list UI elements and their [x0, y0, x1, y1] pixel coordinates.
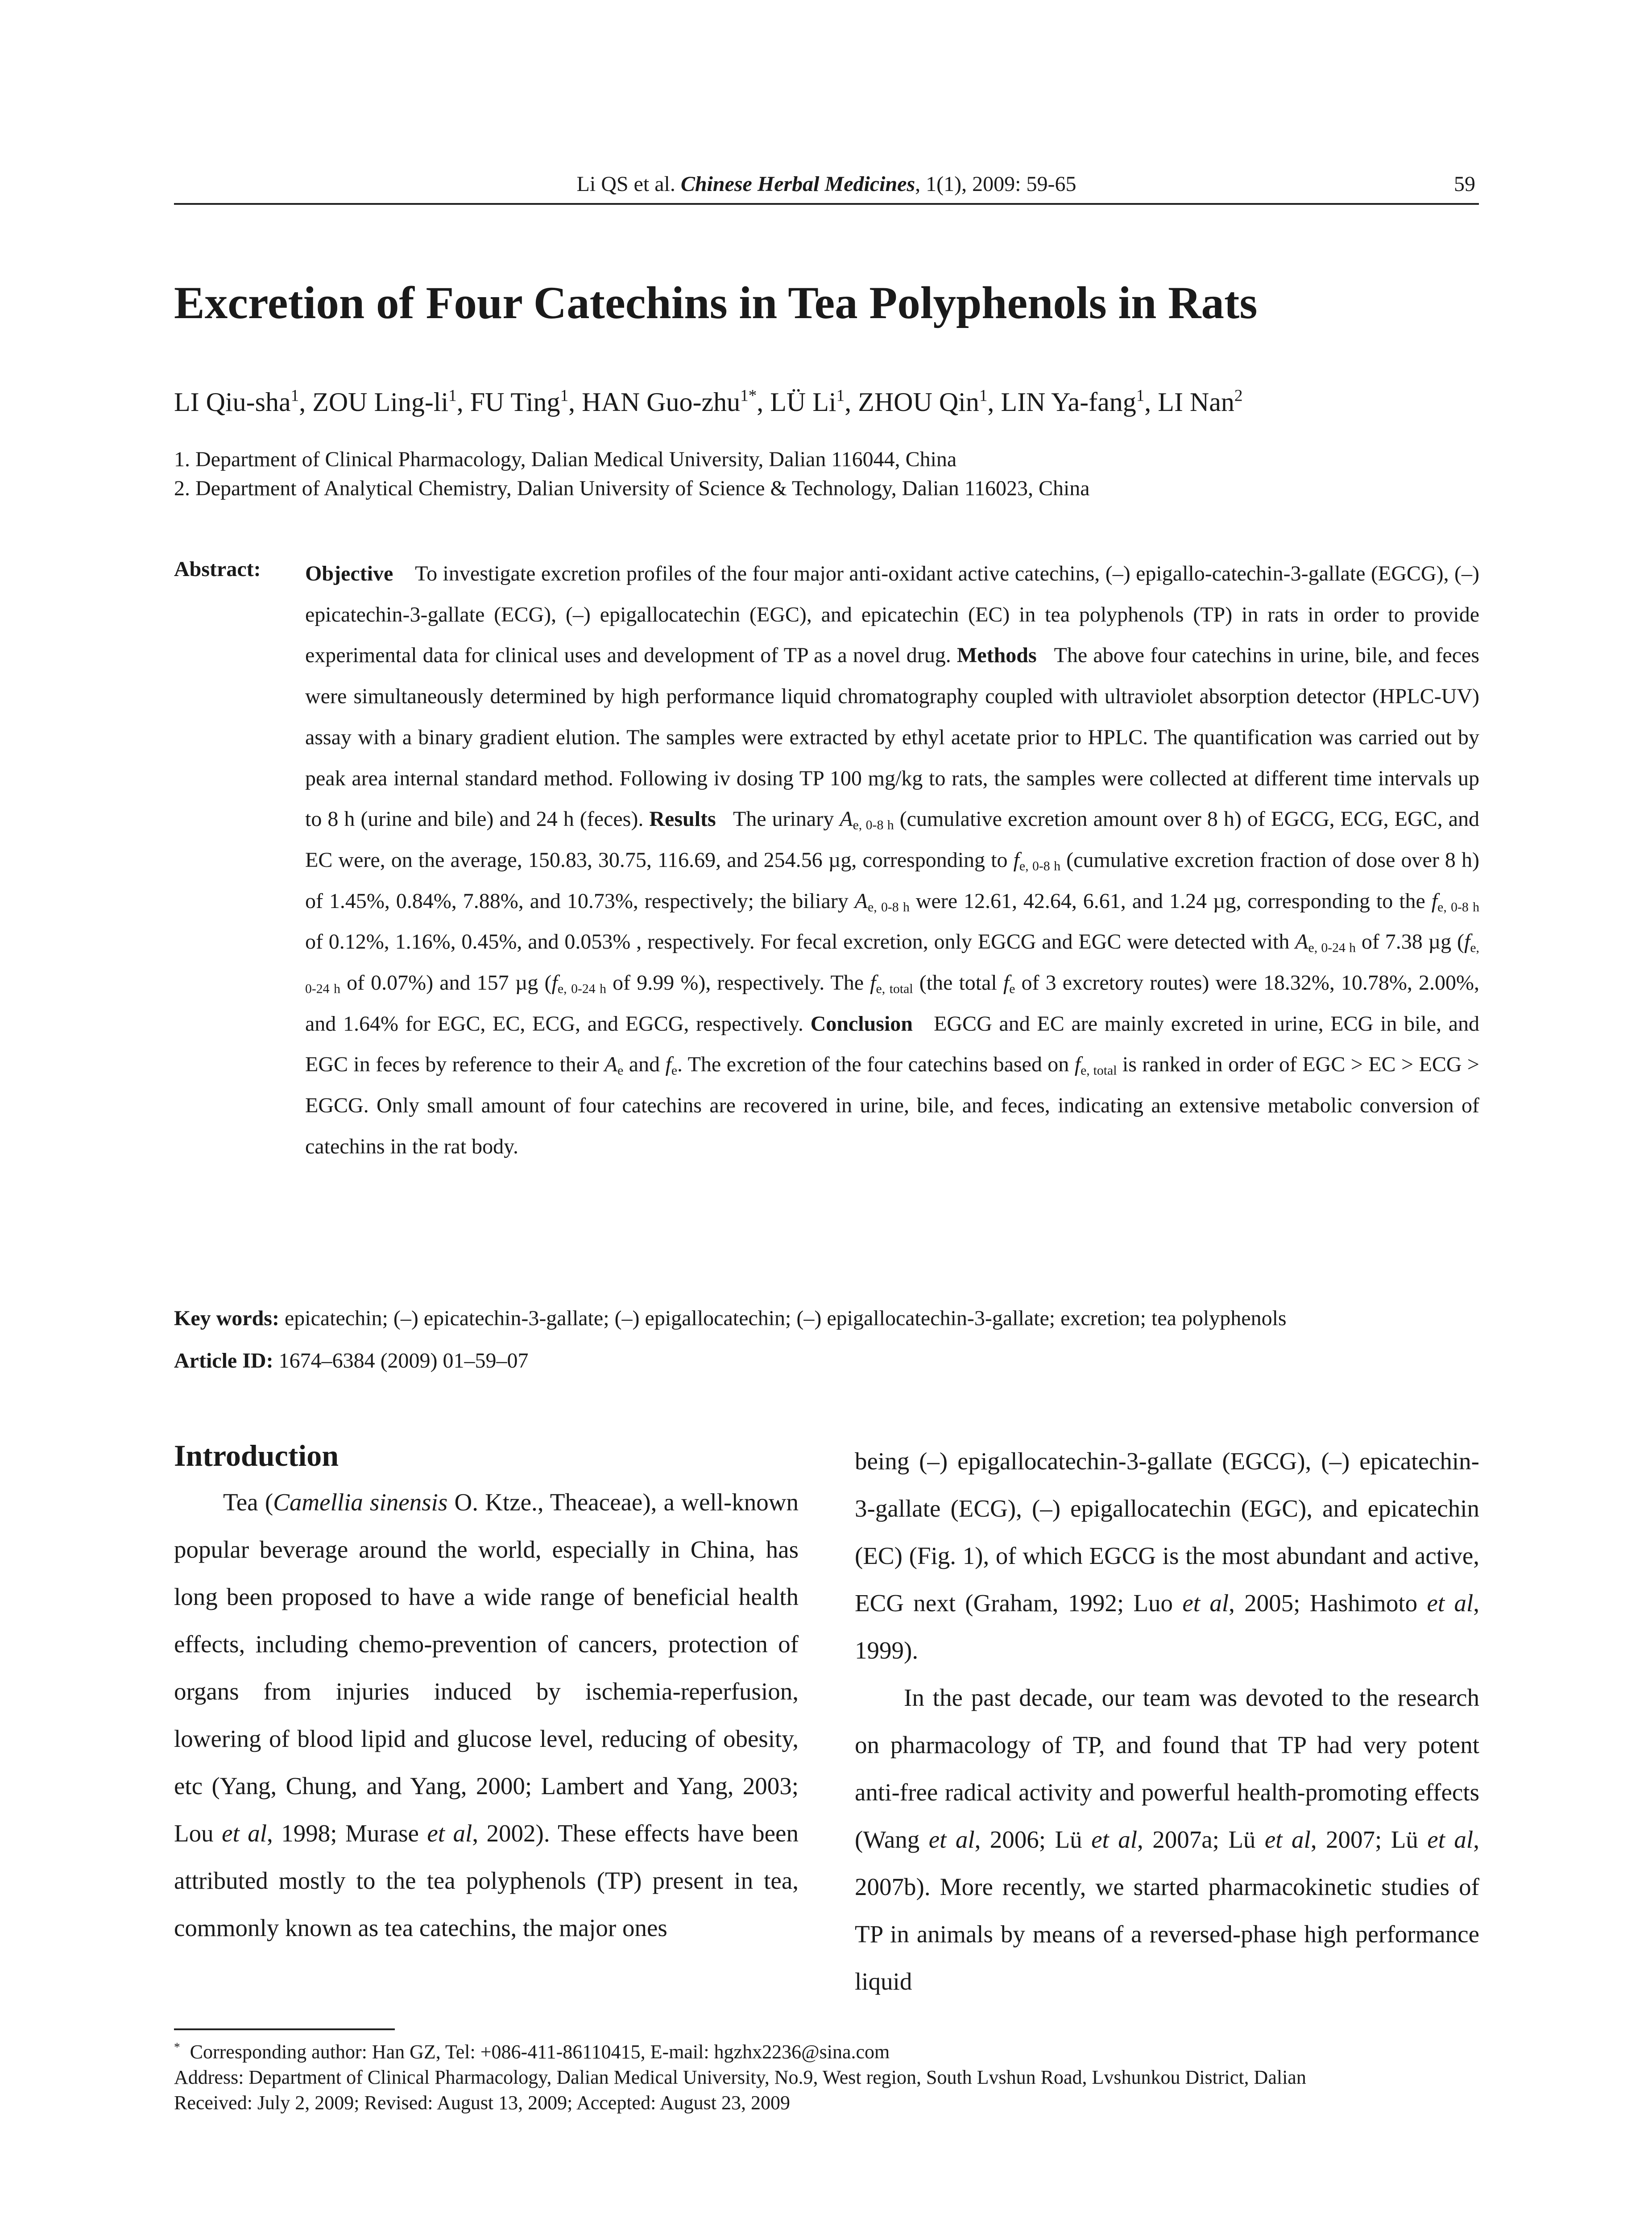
methods-text: The above four catechins in urine, bile, and feces were simultaneously determined by high performance liquid chromatography coupled with ultraviolet absorption detector (HPLC-UV) assay with a binary gradient elution. The samples were extracted by ethyl acetate prior to HPLC. The quantification was carried out by peak area internal standard method. Following iv dosing TP 100 mg/kg to rats, the samples were collected at different time intervals up to 8 h (urine and bile) and 24 h (feces).: [305, 643, 1480, 831]
author: HAN Guo-zhu$^{1*}$,: [582, 386, 770, 417]
journal-name: Chinese Herbal Medicines: [680, 172, 915, 196]
running-head-authors: Li QS et al.: [576, 172, 681, 196]
author: ZHOU Qin$^1$,: [858, 386, 1001, 417]
keywords-label: Key words:: [174, 1306, 279, 1330]
footnote-address: Address: Department of Clinical Pharmacology, Dalian Medical University, No.9, West region, South Lvshun Road, Lvshunkou District, Dalian: [174, 2066, 1306, 2088]
results-text: The urinary $A_{e, 0-8 h}$ (cumulative excretion amount over 8 h) of EGCG, ECG, EGC, and EC were, on the average, 150.83, 30.75, 116.69, and 254.56 µg, corresponding to $f_{e, 0-8 h}$ (cumulative excretion fraction of dose over 8 h) of 1.45%, 0.84%, 7.88%, and 10.73%, respectively; the biliary $A_{e, 0-8 h}$ were 12.61, 42.64, 6.61, and 1.24 µg, corresponding to the $f_{e, 0-8 h}$ of 0.12%, 1.16%, 0.45%, and 0.053% , respectively. For fecal excretion, only EGCG and EGC were detected with $A_{e, 0-24 h}$ of 7.38 µg ($f_{e, 0-24 h}$ of 0.07%) and 157 µg ($f_{e, 0-24 h}$ of 9.99 %), respectively. The $f_{e, total}$ (the total $f_e$ of 3 excretory routes) were 18.32%, 10.78%, 2.00%, and 1.64% for EGC, EC, ECG, and EGCG, respectively.: [305, 807, 1480, 1036]
article-id: [174, 1348, 529, 1373]
author-list: [174, 387, 1242, 418]
article-title: Excretion of Four Catechins in Tea Polyphenols in Rats: [174, 278, 1258, 328]
abstract-label: Abstract:: [174, 557, 261, 581]
footnote-corresponding-author: * Corresponding author: Han GZ, Tel: +086-411-86110415, E-mail: hgzhx2236@sina.com: [174, 2040, 890, 2063]
paragraph-continued: being (–) epigallocatechin-3-gallate (EGCG), (–) epicatechin- 3-gallate (ECG), (–) epigallocatechin (EGC), and epicatechin (EC) (Fig. 1), of which EGCG is the most abundant and active, ECG next (Graham, 1992; Luo et al, 2005; Hashimoto et al, 1999).: [855, 1447, 1479, 1664]
affiliation-1: 1. Department of Clinical Pharmacology, Dalian Medical University, Dalian 116044, China: [174, 448, 957, 471]
author: LÜ Li$^1$,: [770, 386, 858, 417]
page-number: 59: [1454, 172, 1475, 196]
author: ZOU Ling-$li^1$,: [312, 386, 470, 417]
objective-text: To investigate excretion profiles of the four major anti-oxidant active catechins, (–) epigallo-catechin-3-gallate (EGCG), (–) epicatechin-3-gallate (ECG), (–) epigallocatechin (EGC), and epicatechin (EC) in tea polyphenols (TP) in rats in order to provide experimental data for clinical uses and development of TP as a novel drug.: [305, 562, 1479, 668]
body-column-right: [855, 1438, 1479, 2005]
author: LI Nan$^2$: [1158, 386, 1243, 417]
footnote-divider: [174, 2028, 395, 2030]
author: LIN Ya-fang$^1$,: [1001, 386, 1158, 417]
methods-label: Methods: [956, 643, 1037, 668]
page-header: [174, 172, 1479, 205]
running-head: [174, 172, 1479, 196]
objective-label: Objective: [305, 562, 393, 585]
abstract-body: [305, 553, 1479, 1167]
conclusion-label: Conclusion: [810, 1012, 913, 1036]
footnote-dates: Received: July 2, 2009; Revised: August 13, 2009; Accepted: August 23, 2009: [174, 2092, 790, 2114]
article-id-value: 1674–6384 (2009) 01–59–07: [278, 1349, 529, 1373]
body-column-left: [174, 1438, 799, 1952]
keywords-text: epicatechin; (–) epicatechin-3-gallate; (–) epigallocatechin; (–) epigallocatechin-3-gallate; excretion; tea polyphenols: [284, 1306, 1287, 1330]
author: LI Qiu-sha$^1$,: [174, 386, 313, 417]
running-head-citation: , 1(1), 2009: 59-65: [915, 172, 1076, 196]
results-label: Results: [649, 807, 716, 831]
affiliation-2: 2. Department of Analytical Chemistry, Dalian University of Science & Technology, Dalian 116023, China: [174, 477, 1090, 500]
conclusion-text: EGCG and EC are mainly excreted in urine, ECG in bile, and EGC in feces by reference to their $A_e$ and $f_e$. The excretion of the four catechins based on $f_{e, total}$ is ranked in order of EGC > EC > ECG > EGCG. Only small amount of four catechins are recovered in urine, bile, and feces, indicating an extensive metabolic conversion of catechins in the rat body.: [305, 1012, 1480, 1158]
paragraph: In the past decade, our team was devoted to the research on pharmacology of TP, and found that TP had very potent anti-free radical activity and powerful health-promoting effects (Wang et al, 2006; Lü et al, 2007a; Lü et al, 2007; Lü et al, 2007b). More recently, we started pharmacokinetic studies of TP in animals by means of a reversed-phase high performance liquid: [855, 1684, 1479, 1995]
keywords: [174, 1306, 1287, 1331]
footnotes: [174, 2039, 1306, 2115]
section-heading-introduction: Introduction: [174, 1439, 339, 1472]
article-id-label: Article ID:: [174, 1349, 273, 1373]
paragraph: Tea (Camellia sinensis O. Ktze., Theaceae), a well-known popular beverage around the world, especially in China, has long been proposed to have a wide range of beneficial health effects, including chemo-prevention of cancers, protection of organs from injuries induced by ischemia-reperfusion, lowering of blood lipid and glucose level, reducing of obesity, etc (Yang, Chung, and Yang, 2000; Lambert and Yang, 2003; Lou et al, 1998; Murase et al, 2002). These effects have been attributed mostly to the tea polyphenols (TP) present in tea, commonly known as tea catechins, the major ones: [174, 1489, 799, 1941]
author: FU Ting$^1$,: [470, 386, 582, 417]
